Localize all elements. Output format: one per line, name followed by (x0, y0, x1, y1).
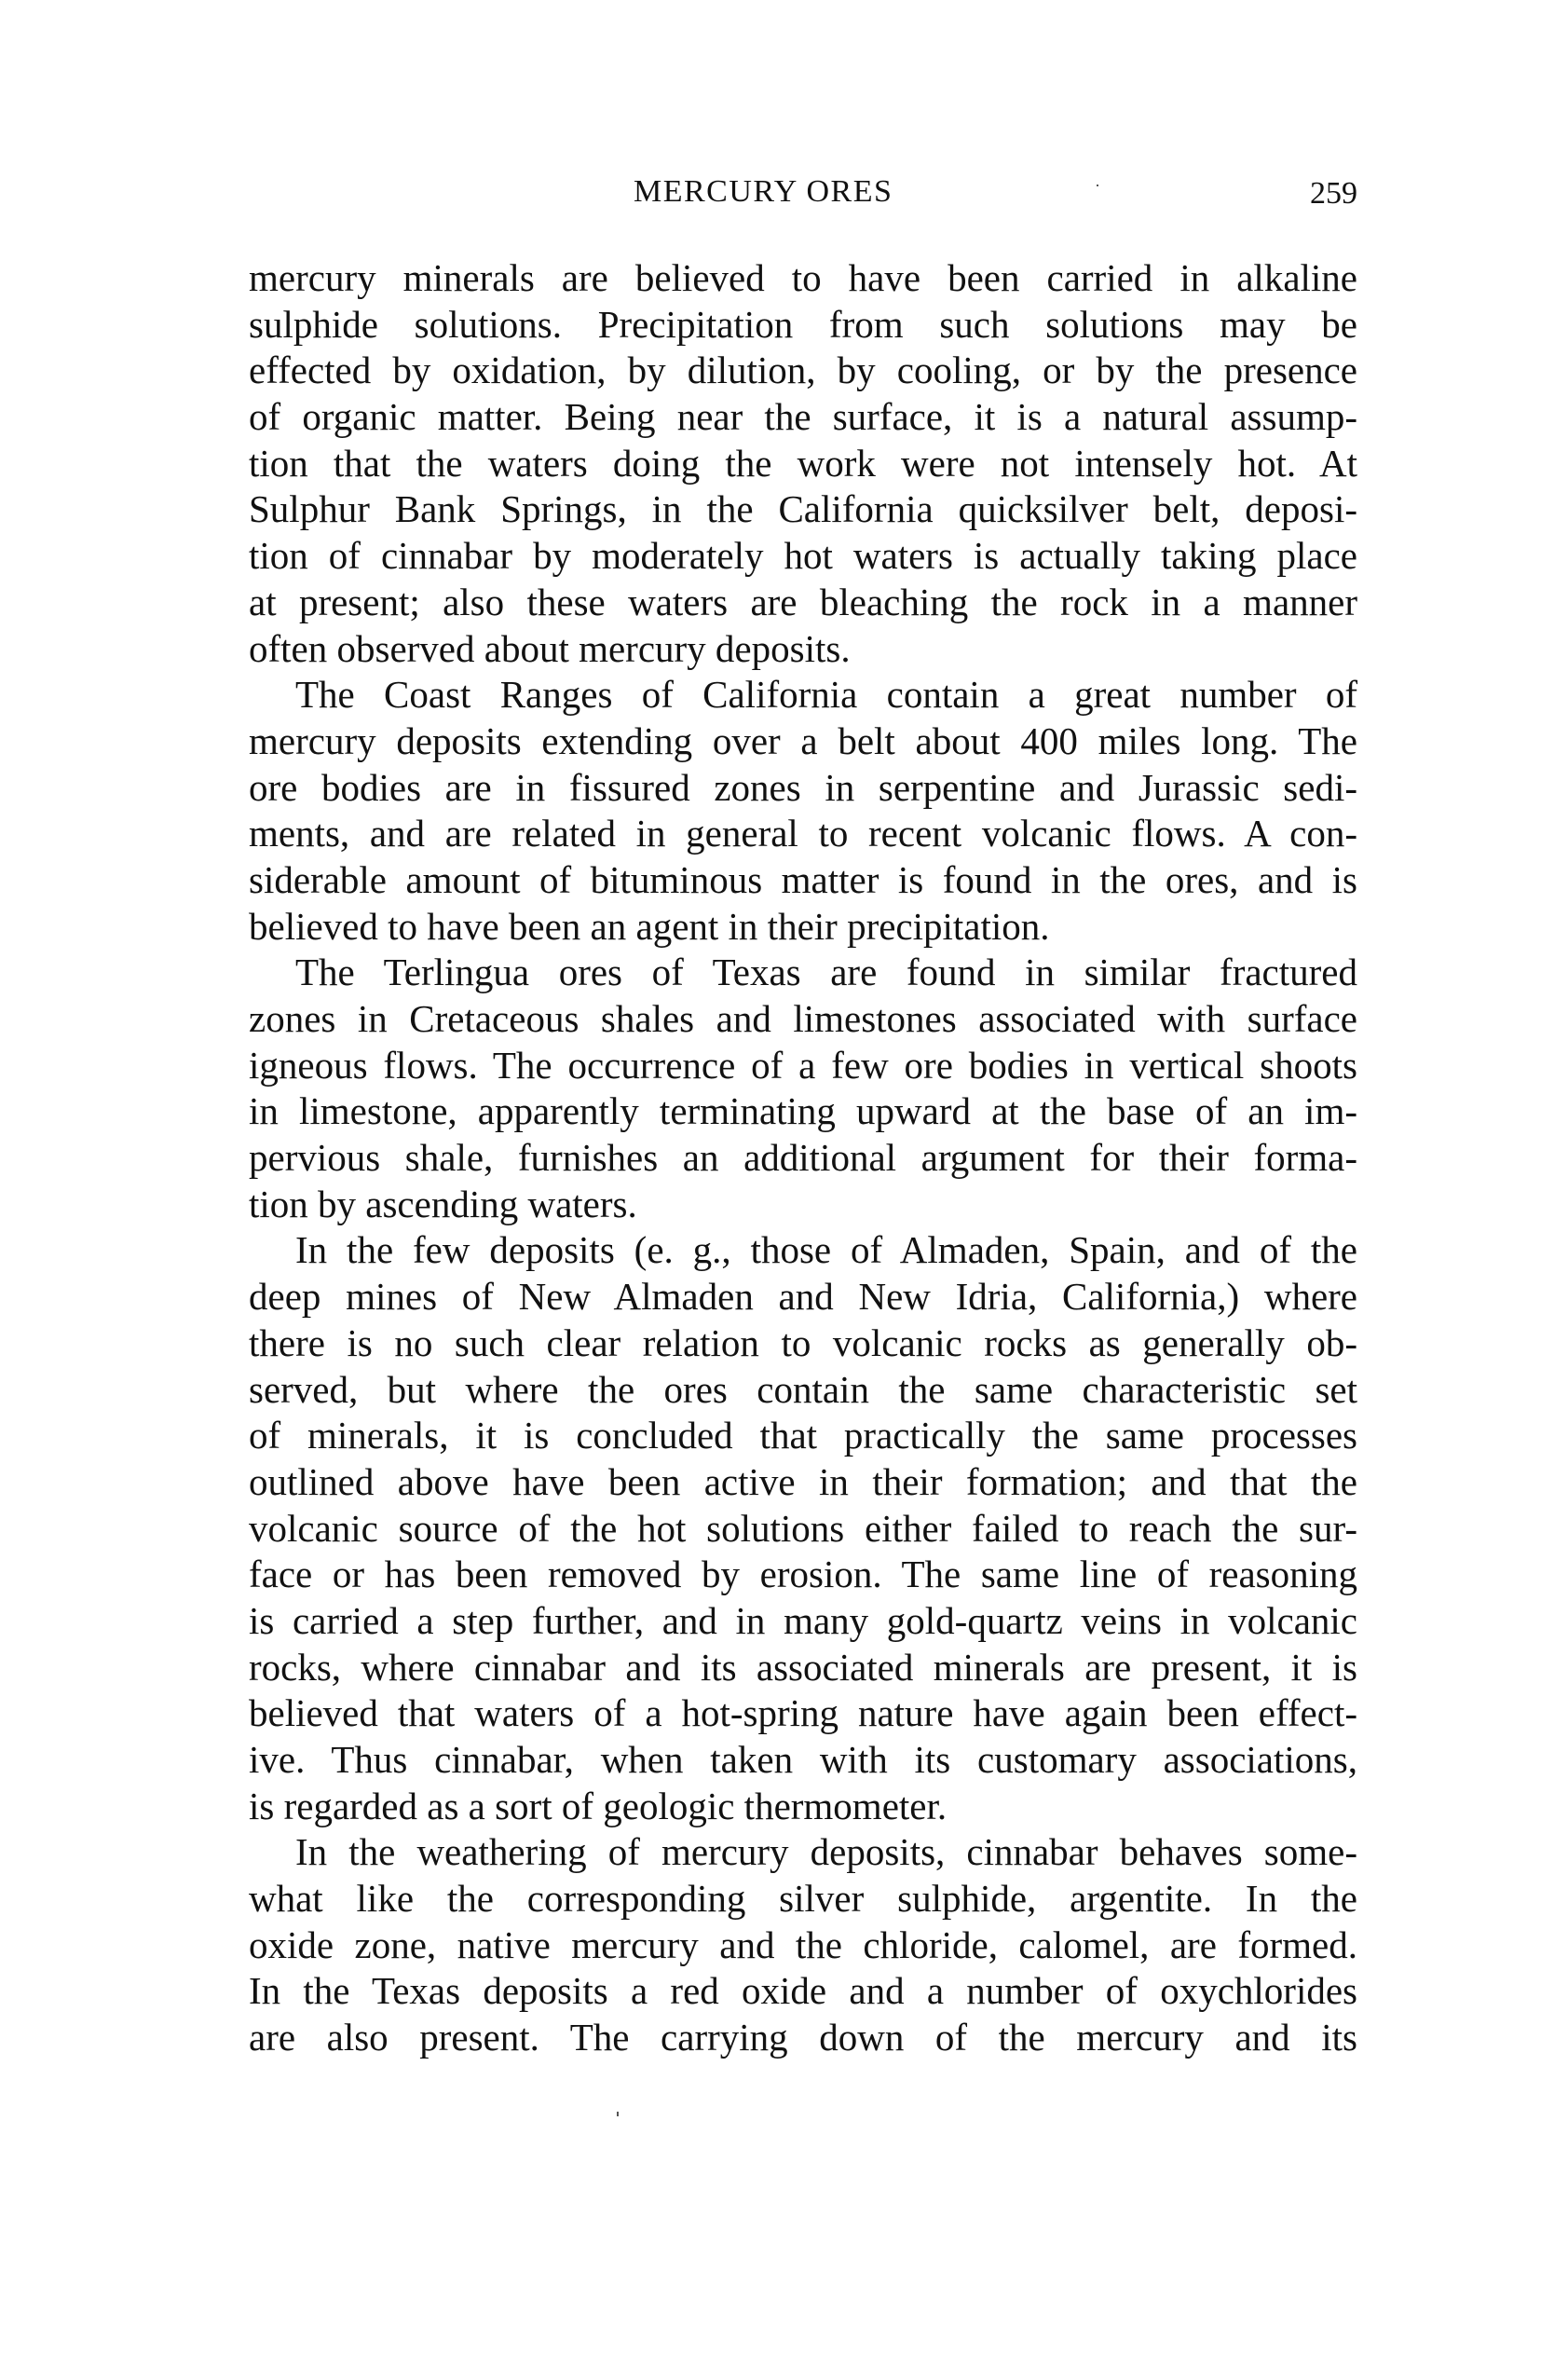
text-line: Sulphur Bank Springs, in the California quicksilver belt, deposi- (249, 487, 1357, 531)
text-line: is carried a step further, and in many gold-quartz veins in volcanic (249, 1598, 1357, 1642)
running-head (249, 173, 1357, 214)
text-line: volcanic source of the hot solutions either failed to reach the sur- (249, 1506, 1357, 1550)
text-line: The Coast Ranges of California contain a great number of (295, 673, 1357, 717)
text-line: in limestone, apparently terminating upward at the base of an im- (249, 1089, 1357, 1133)
text-line: effected by oxidation, by dilution, by cooling, or by the presence (249, 349, 1357, 392)
text-line: mercury minerals are believed to have been carried in alkaline (249, 256, 1357, 299)
text-line: ore bodies are in fissured zones in serpentine and Jurassic sedi- (249, 765, 1357, 809)
text-line: In the weathering of mercury deposits, cinnabar behaves some- (295, 1830, 1357, 1874)
running-title: MERCURY ORES (634, 174, 893, 209)
text-line: of minerals, it is concluded that practically the same processes (249, 1414, 1357, 1457)
text-line: ive. Thus cinnabar, when taken with its customary associations, (249, 1738, 1357, 1781)
text-line: often observed about mercury deposits. (249, 626, 851, 670)
text-line: served, but where the ores contain the same characteristic set (249, 1367, 1357, 1411)
text-line: deep mines of New Almaden and New Idria, California,) where (249, 1275, 1357, 1319)
text-line: is regarded as a sort of geologic thermometer. (249, 1784, 948, 1827)
scan-speck (1097, 185, 1098, 186)
text-line: face or has been removed by erosion. The same line of reasoning (249, 1553, 1357, 1596)
text-line: there is no such clear relation to volcanic rocks as generally ob- (249, 1320, 1357, 1364)
body-text (249, 255, 1357, 2061)
text-line: at present; also these waters are bleaching the rock in a manner (249, 580, 1357, 623)
page-number: 259 (1310, 176, 1357, 211)
text-line: what like the corresponding silver sulphide, argentite. In the (249, 1877, 1357, 1921)
text-line: pervious shale, furnishes an additional argument for their forma- (249, 1136, 1357, 1180)
text-line: igneous flows. The occurrence of a few ore bodies in vertical shoots (249, 1043, 1357, 1087)
text-line: tion that the waters doing the work were not intensely hot. At (249, 441, 1357, 485)
text-line: mercury deposits extending over a belt about 400 miles long. The (249, 718, 1357, 762)
text-line: rocks, where cinnabar and its associated minerals are present, it is (249, 1645, 1357, 1689)
text-line: In the Texas deposits a red oxide and a number of oxychlorides (249, 1969, 1357, 2013)
text-line: outlined above have been active in their formation; and that the (249, 1459, 1357, 1503)
text-line: zones in Cretaceous shales and limestones associated with surface (249, 997, 1357, 1040)
text-line: In the few deposits (e. g., those of Almaden, Spain, and of the (295, 1228, 1357, 1272)
text-line: tion of cinnabar by moderately hot waters is actually taking place (249, 534, 1357, 578)
text-line: believed that waters of a hot-spring nature have again been effect- (249, 1691, 1357, 1735)
text-line: are also present. The carrying down of the mercury and its (249, 2016, 1357, 2059)
text-line: of organic matter. Being near the surface, it is a natural assump- (249, 395, 1357, 439)
text-line: siderable amount of bituminous matter is found in the ores, and is (249, 857, 1357, 901)
text-line: The Terlingua ores of Texas are found in similar fractured (295, 951, 1357, 994)
text-line: sulphide solutions. Precipitation from such solutions may be (249, 302, 1357, 346)
text-line: believed to have been an agent in their precipitation. (249, 904, 1050, 948)
text-line: tion by ascending waters. (249, 1182, 637, 1225)
text-line: ments, and are related in general to recent volcanic flows. A con- (249, 812, 1357, 855)
text-line: oxide zone, native mercury and the chloride, calomel, are formed. (249, 1922, 1357, 1966)
scan-speck (617, 2112, 619, 2116)
